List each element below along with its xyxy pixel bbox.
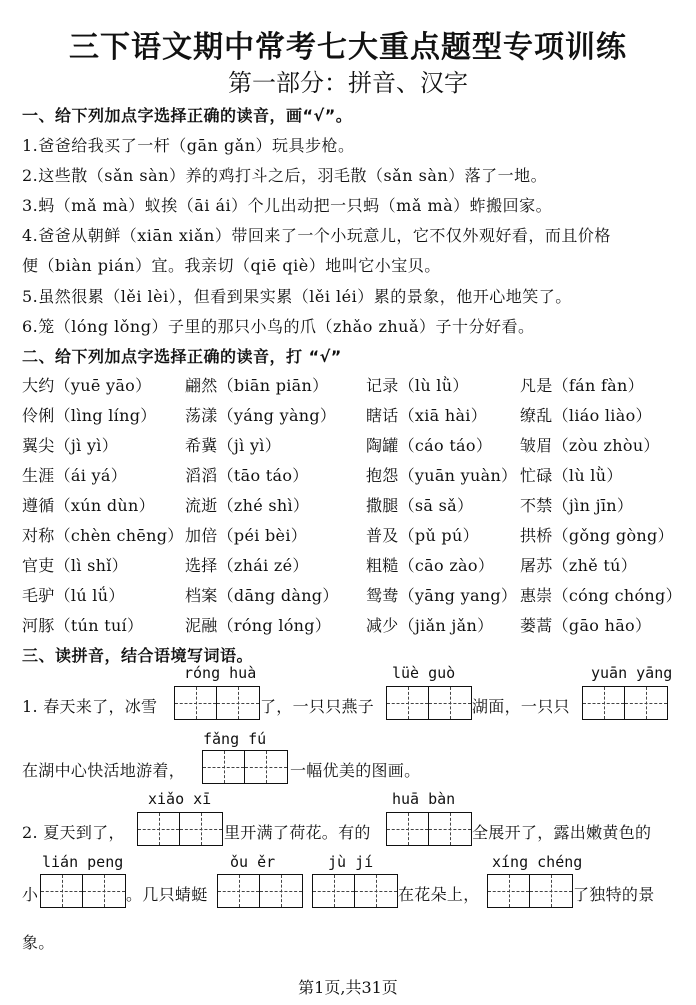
s1-line-6: 5.虽然很累（lěi lèi），但看到果实累（lěi léi）累的景象，他开心地笑了。 — [22, 287, 572, 306]
pinyin-10: xíng chéng — [492, 853, 583, 871]
choice-item: 抱怨（yuān yuàn） — [366, 466, 518, 485]
page-subtitle: 第一部分：拼音、汉字 — [228, 69, 468, 97]
p1-text-d: 在湖中心快活地游着， — [22, 761, 186, 780]
choice-item: 不禁（jìn jīn） — [520, 496, 634, 515]
pinyin-4: fǎng fú — [203, 730, 267, 748]
choice-item: 滔滔（tāo táo） — [185, 466, 309, 485]
p2-text-b: 里开满了荷花。有的 — [224, 823, 371, 842]
choice-item: 选择（zhái zé） — [185, 556, 309, 575]
pinyin-7: lián peng — [42, 853, 124, 871]
writing-box-xiaoxi[interactable] — [137, 812, 223, 846]
choice-item: 档案（dāng dàng） — [185, 586, 339, 605]
p1-text-a: 1. 春天来了，冰雪 — [22, 697, 158, 716]
section2-heading: 二、给下列加点字选择正确的读音，打 “√” — [22, 347, 342, 366]
writing-box-ronghua[interactable] — [174, 686, 260, 720]
choice-item: 惠崇（cóng chóng） — [520, 586, 682, 605]
choice-item: 官吏（lì shǐ） — [22, 556, 128, 575]
choice-item: 加倍（péi bèi） — [185, 526, 308, 545]
choice-item: 河豚（tún tuí） — [22, 616, 144, 635]
pinyin-8: ǒu ěr — [230, 853, 276, 871]
choice-item: 泥融（róng lóng） — [185, 616, 332, 635]
choice-item: 凡是（fán fàn） — [520, 376, 644, 395]
pinyin-5: xiǎo xī — [148, 790, 212, 808]
page-title: 三下语文期中常考七大重点题型专项训练 — [69, 30, 627, 65]
p2-text-d: 小 — [22, 885, 39, 904]
s1-line-1: 1.爸爸给我买了一杆（gān gǎn）玩具步枪。 — [22, 136, 355, 155]
section1-heading: 一、给下列加点字选择正确的读音，画“√”。 — [22, 106, 353, 125]
p2-text-h: 象。 — [22, 933, 55, 952]
p2-text-c: 全展开了，露出嫩黄色的 — [472, 823, 652, 842]
choice-item: 缭乱（liáo liào） — [520, 406, 652, 425]
pinyin-2: lüè guò — [392, 664, 456, 682]
choice-item: 普及（pǔ pú） — [366, 526, 479, 545]
choice-item: 鸳鸯（yāng yang） — [366, 586, 518, 605]
choice-item: 屠苏（zhě tú） — [520, 556, 638, 575]
s1-line-4: 4.爸爸从朝鲜（xiān xiǎn）带回来了一个小玩意儿，它不仅外观好看，而且价格 — [22, 226, 611, 245]
s1-line-3: 3.蚂（mǎ mà）蚁挨（āi ái）个儿出动把一只蚂（mǎ mà）蚱搬回家。 — [22, 196, 553, 215]
choice-item: 毛驴（lú lǘ） — [22, 586, 125, 605]
choice-item: 瞎话（xiā hài） — [366, 406, 488, 425]
choice-item: 减少（jiǎn jǎn） — [366, 616, 494, 635]
p2-text-g: 了独特的景 — [573, 885, 655, 904]
writing-box-fangfu[interactable] — [202, 750, 288, 784]
s1-line-7: 6.笼（lóng lǒng）子里的那只小鸟的爪（zhǎo zhuǎ）子十分好看。 — [22, 317, 535, 336]
choice-item: 流逝（zhé shì） — [185, 496, 310, 515]
section3-heading: 三、读拼音，结合语境写词语。 — [22, 646, 254, 665]
pinyin-1: róng huà — [184, 664, 257, 682]
choice-item: 拱桥（gǒng gòng） — [520, 526, 674, 545]
choice-item: 翼尖（jì yì） — [22, 436, 119, 455]
choice-item: 大约（yuē yāo） — [22, 376, 152, 395]
s1-line-5: 便（biàn pián）宜。我亲切（qiē qiè）地叫它小宝贝。 — [22, 256, 441, 275]
p2-text-e: 。几只蜻蜓 — [126, 885, 208, 904]
pinyin-6: huā bàn — [392, 790, 456, 808]
p1-text-e: 一幅优美的图画。 — [290, 761, 421, 780]
pinyin-9: jù jí — [328, 853, 374, 871]
writing-box-yuanyang[interactable] — [582, 686, 668, 720]
choice-item: 对称（chèn chēng） — [22, 526, 184, 545]
p1-text-b: 了，一只只燕子 — [260, 697, 375, 716]
choice-item: 记录（lù lǜ） — [366, 376, 469, 395]
choice-item: 希冀（jì yì） — [185, 436, 282, 455]
p1-text-c: 湖面，一只只 — [472, 697, 570, 716]
choice-item: 撒腿（sā sǎ） — [366, 496, 474, 515]
writing-box-juji[interactable] — [312, 874, 398, 908]
writing-box-ouer[interactable] — [217, 874, 303, 908]
p2-text-a: 2. 夏天到了， — [22, 823, 125, 842]
choice-item: 荡漾（yáng yàng） — [185, 406, 337, 425]
p2-text-f: 在花朵上， — [398, 885, 480, 904]
choice-item: 生涯（ái yá） — [22, 466, 128, 485]
writing-box-xingcheng[interactable] — [487, 874, 573, 908]
pinyin-3: yuān yāng — [591, 664, 673, 682]
choice-item: 遵循（xún dùn） — [22, 496, 155, 515]
choice-item: 粗糙（cāo zào） — [366, 556, 495, 575]
writing-box-lianpeng[interactable] — [40, 874, 126, 908]
choice-item: 陶罐（cáo táo） — [366, 436, 493, 455]
choice-item: 皱眉（zòu zhòu） — [520, 436, 660, 455]
choice-item: 翩然（biān piān） — [185, 376, 329, 395]
choice-item: 蒌蒿（gāo hāo） — [520, 616, 652, 635]
choice-item: 伶俐（lìng líng） — [22, 406, 157, 425]
page-footer: 第1页,共31页 — [298, 978, 398, 997]
s1-line-2: 2.这些散（sǎn sàn）养的鸡打斗之后，羽毛散（sǎn sàn）落了一地。 — [22, 166, 548, 185]
writing-box-lueguo[interactable] — [386, 686, 472, 720]
writing-box-huaban[interactable] — [386, 812, 472, 846]
choice-item: 忙碌（lù lǜ） — [520, 466, 623, 485]
